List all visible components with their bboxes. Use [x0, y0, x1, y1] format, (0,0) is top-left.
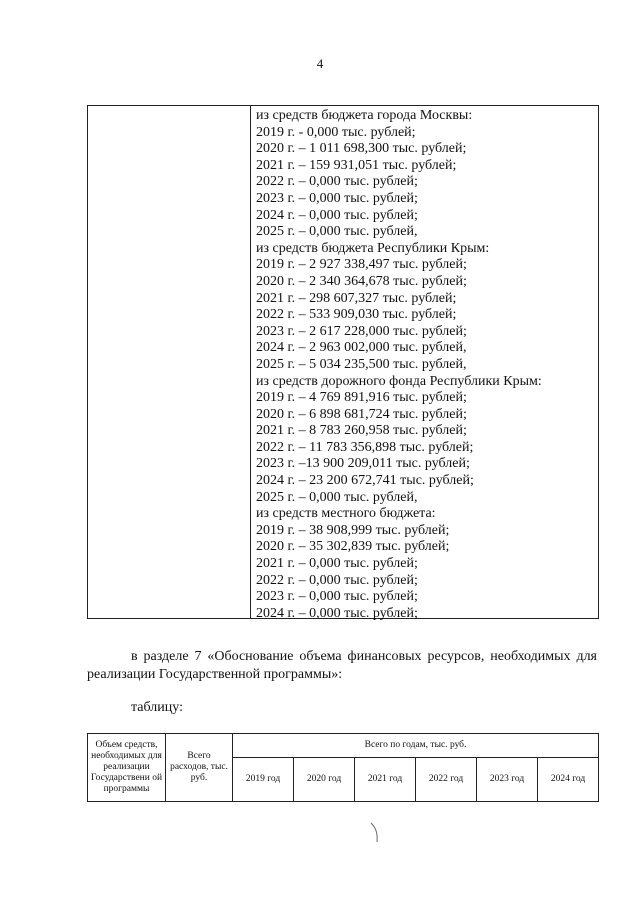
funding-line: 2021 г. – 8 783 260,958 тыс. рублей; [256, 423, 467, 439]
funding-line: 2021 г. – 298 607,327 тыс. рублей; [256, 290, 457, 306]
funding-line: из средств бюджета Республики Крым: [256, 240, 490, 256]
header-volume: Объем средств, необходимых для реализации Государствени ой программы [88, 734, 166, 802]
funding-line: 2019 г. – 4 769 891,916 тыс. рублей; [256, 390, 467, 406]
header-year: 2020 год [294, 758, 355, 802]
funding-line: 2025 г. – 5 034 235,500 тыс. рублей, [256, 356, 467, 372]
funding-line: 2021 г. – 159 931,051 тыс. рублей; [256, 157, 457, 173]
scan-mark [370, 822, 380, 844]
table-label: таблицу: [131, 700, 183, 715]
funding-line: 2024 г. – 23 200 672,741 тыс. рублей; [256, 473, 474, 489]
funding-line: 2020 г. – 6 898 681,724 тыс. рублей; [256, 406, 467, 422]
funding-line: 2022 г. – 0,000 тыс. рублей; [256, 572, 418, 588]
funding-line: 2025 г. – 0,000 тыс. рублей, [256, 489, 418, 505]
funding-line: 2019 г. - 0,000 тыс. рублей; [256, 124, 416, 140]
funding-line: 2023 г. – 2 617 228,000 тыс. рублей; [256, 323, 467, 339]
funding-line: 2022 г. – 533 909,030 тыс. рублей; [256, 307, 457, 323]
header-year: 2021 год [355, 758, 416, 802]
funding-table [87, 105, 599, 619]
header-year: 2022 год [416, 758, 477, 802]
funding-line: 2020 г. – 2 340 364,678 тыс. рублей; [256, 273, 467, 289]
header-year: 2019 год [233, 758, 294, 802]
funding-line: 2020 г. – 1 011 698,300 тыс. рублей; [256, 141, 467, 157]
funding-line: 2023 г. –13 900 209,011 тыс. рублей; [256, 456, 470, 472]
funding-line: 2024 г. – 0,000 тыс. рублей; [256, 207, 418, 223]
funding-line: 2019 г. – 38 908,999 тыс. рублей; [256, 522, 450, 538]
funding-lines [256, 108, 542, 622]
funding-line: 2019 г. – 2 927 338,497 тыс. рублей; [256, 257, 467, 273]
funding-line: 2020 г. – 35 302,839 тыс. рублей; [256, 539, 450, 555]
funding-line: 2023 г. – 0,000 тыс. рублей; [256, 589, 418, 605]
funding-line: 2022 г. – 11 783 356,898 тыс. рублей; [256, 439, 474, 455]
header-total: Всего расходов, тыс. руб. [166, 734, 233, 802]
funding-line: 2024 г. – 0,000 тыс. рублей; [256, 605, 418, 621]
funding-line: 2022 г. – 0,000 тыс. рублей; [256, 174, 418, 190]
funding-line: из средств бюджета города Москвы: [256, 108, 473, 123]
funding-line: из средств дорожного фонда Республики Крым: [256, 373, 542, 389]
funding-line: 2024 г. – 2 963 002,000 тыс. рублей, [256, 340, 467, 356]
header-by-years: Всего по годам, тыс. руб. [233, 734, 599, 758]
section-paragraph: в разделе 7 «Обоснование объема финансовых ресурсов, необходимых для реализации Государственной программы»: [87, 649, 597, 682]
funding-line: 2021 г. – 0,000 тыс. рублей; [256, 556, 418, 572]
header-year: 2023 год [477, 758, 538, 802]
funding-line: 2023 г. – 0,000 тыс. рублей; [256, 190, 418, 206]
header-year: 2024 год [538, 758, 599, 802]
page-number: 4 [316, 56, 324, 71]
column-divider [250, 106, 251, 618]
funding-line: 2025 г. – 0,000 тыс. рублей, [256, 224, 418, 240]
funding-line: из средств местного бюджета: [256, 506, 436, 522]
expenses-table [87, 733, 599, 802]
